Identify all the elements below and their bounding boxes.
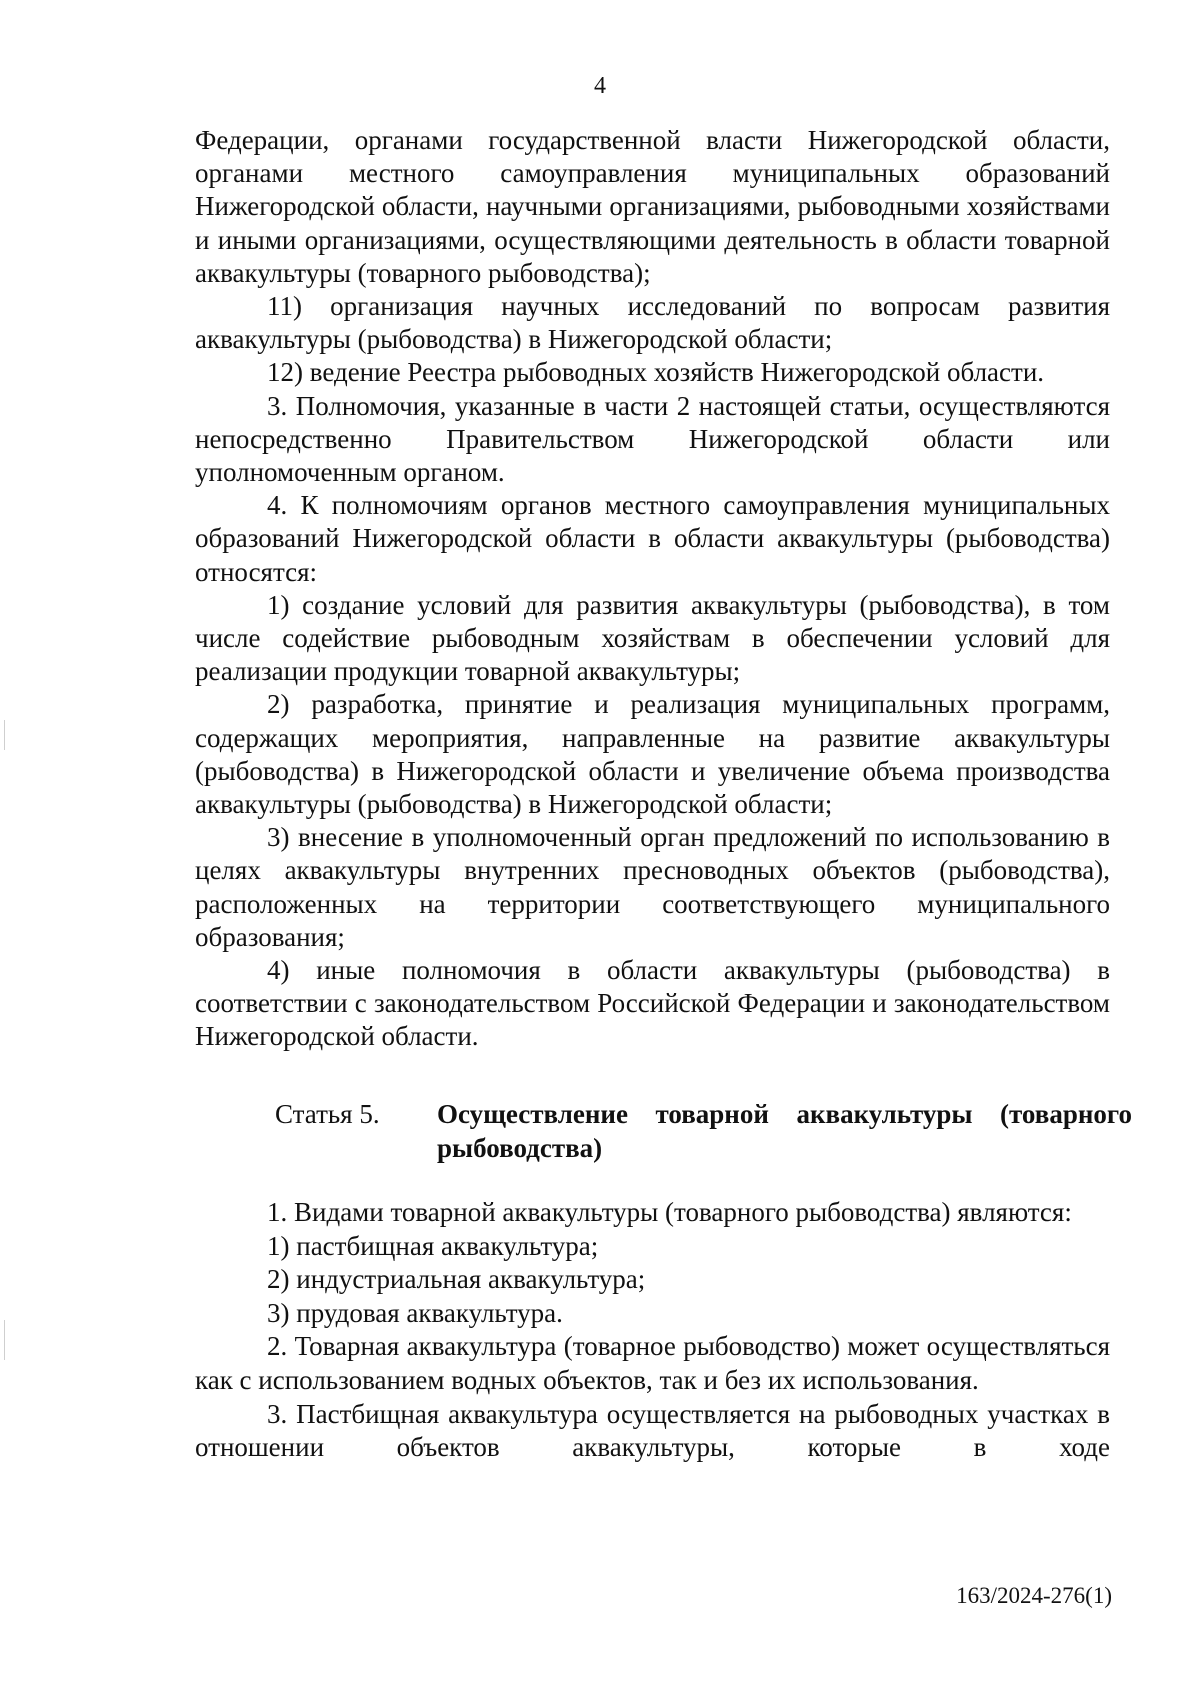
paragraph-part-3: 3. Полномочия, указанные в части 2 настоящей статьи, осуществляются непосредственно Правительством Нижегородской области или уполномоченным органом. xyxy=(195,390,1110,488)
article-title: Осуществление товарной аквакультуры (товарного рыбоводства) xyxy=(437,1099,1132,1163)
paragraph-part-1-types: 1. Видами товарной аквакультуры (товарного рыбоводства) являются: xyxy=(267,1197,1072,1227)
paragraph-sub-3: 3) внесение в уполномоченный орган предложений по использованию в целях аквакультуры внутренних пресноводных объектов (рыбоводства), расположенных на территории соответствующего муниципального образования; xyxy=(195,822,1110,952)
paragraph-type-3: 3) прудовая аквакультура. xyxy=(267,1297,563,1328)
paragraph-part-4: 4. К полномочиям органов местного самоуправления муниципальных образований Нижегородской области в области аквакультуры (рыбоводства) относятся: xyxy=(195,490,1110,587)
paragraph-continuation: Федерации, органами государственной власти Нижегородской области, органами местного самоуправления муниципальных образований Нижегородской области, научными организациями, рыбоводными хозяйствами и иными организациями, осуществляющими деятельность в области товарной аквакультуры (товарного рыбоводства); xyxy=(195,125,1110,288)
scan-edge-mark xyxy=(4,1320,5,1360)
paragraph-sub-2: 2) разработка, принятие и реализация муниципальных программ, содержащих мероприятия, направленные на развитие аквакультуры (рыбоводства) в Нижегородской области и увеличение объема производства аквакультуры (рыбоводства) в Нижегородской области; xyxy=(195,689,1110,820)
article-label: Статья 5. xyxy=(275,1099,380,1129)
paragraph-type-1: 1) пастбищная аквакультура; xyxy=(267,1230,599,1261)
paragraph-item-11: 11) организация научных исследований по вопросам развития аквакультуры (рыбоводства) в Нижегородской области; xyxy=(195,291,1110,355)
paragraph-part-3-pasture: 3. Пастбищная аквакультура осуществляется на рыбоводных участках в отношении объектов аквакультуры, которые в ходе xyxy=(195,1398,1110,1463)
paragraph-type-2: 2) индустриальная аквакультура; xyxy=(267,1264,646,1295)
document-number: 163/2024-276(1) xyxy=(956,1583,1112,1608)
paragraph-sub-4: 4) иные полномочия в области аквакультуры (рыбоводства) в соответствии с законодательством Российской Федерации и законодательством Нижегородской области. xyxy=(195,955,1110,1052)
paragraph-sub-1: 1) создание условий для развития аквакультуры (рыбоводства), в том числе содействие рыбоводным хозяйствам в обеспечении условий для реализации продукции товарной аквакультуры; xyxy=(195,589,1110,687)
page-number: 4 xyxy=(594,73,606,99)
scan-edge-mark xyxy=(4,720,5,750)
paragraph-item-12: 12) ведение Реестра рыбоводных хозяйств Нижегородской области. xyxy=(267,357,1045,388)
body-text-section-2 xyxy=(195,1196,1110,1465)
body-text-section-1 xyxy=(195,124,1110,1054)
paragraph-part-2: 2. Товарная аквакультура (товарное рыбоводство) может осуществляться как с использованием водных объектов, так и без их использования. xyxy=(195,1331,1110,1395)
